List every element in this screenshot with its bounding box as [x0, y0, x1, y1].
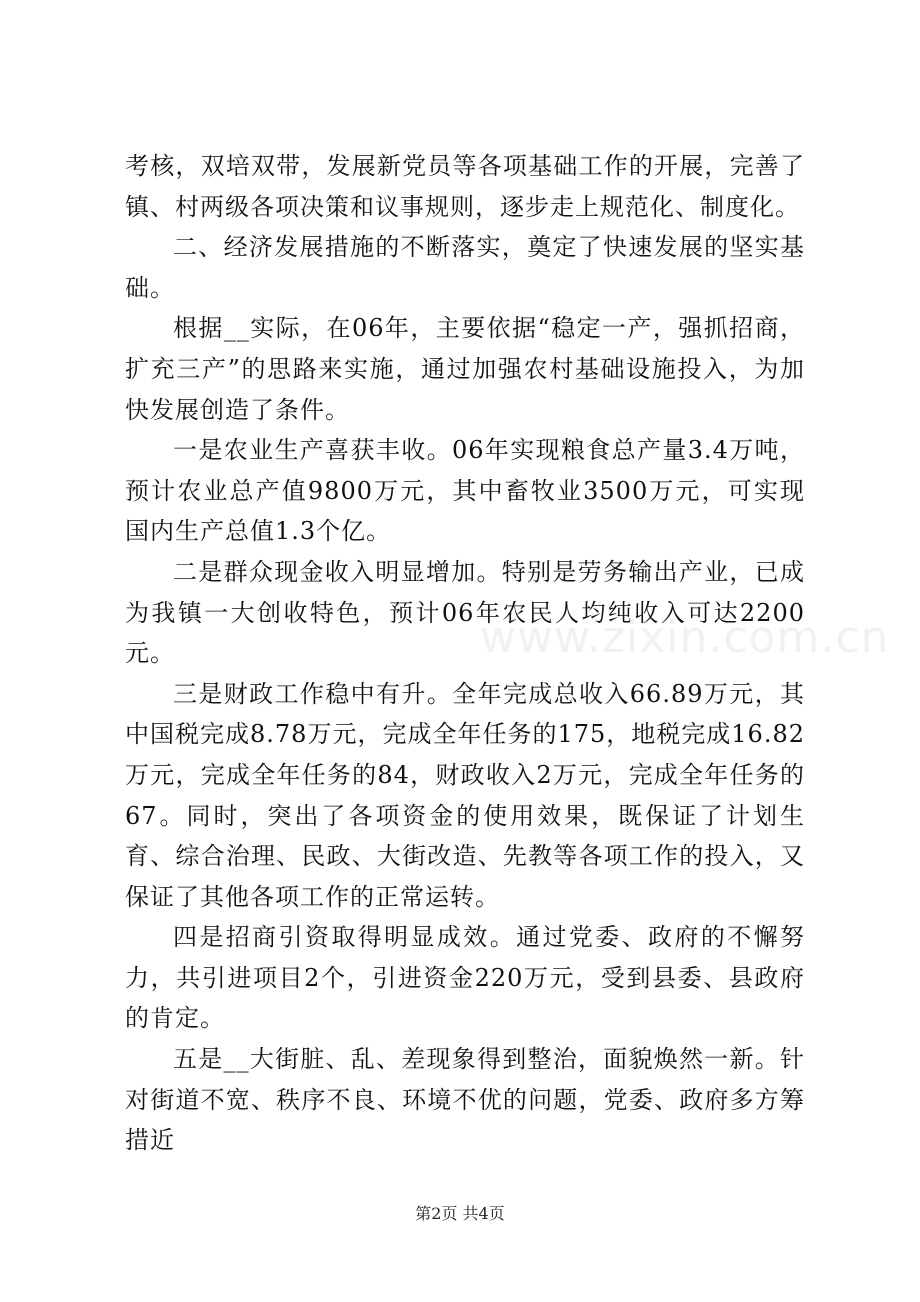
watermark: www.zixin.com.cn: [480, 612, 890, 663]
page-footer: 第2页 共4页: [415, 1204, 505, 1223]
paragraph-income: 二是群众现金收入明显增加。特别是劳务输出产业，已成为我镇一大创收特色，预计06年农民人均纯收入可达2200元。: [125, 557, 805, 668]
paragraph-finance: 三是财政工作稳中有升。全年完成总收入66.89万元，其中国税完成8.78万元，完成全年任务的175，地税完成16.82万元，完成全年任务的84，财政收入2万元，完成全年任务的67。同时，突出了各项资金的使用效果，既保证了计划生育、综合治理、民政、大街改造、先教等各项工作的投入，又保证了其他各项工作的正常运转。: [125, 679, 805, 911]
paragraph-agriculture: 一是农业生产喜获丰收。06年实现粮食总产量3.4万吨，预计农业总产值9800万元，其中畜牧业3500万元，可实现国内生产总值1.3个亿。: [125, 436, 805, 546]
paragraph-continuation: 考核，双培双带，发展新党员等各项基础工作的开展，完善了镇、村两级各项决策和议事规则，逐步走上规范化、制度化。: [125, 152, 805, 221]
paragraph-investment: 四是招商引资取得明显成效。通过党委、政府的不懈努力，共引进项目2个，引进资金220万元，受到县委、县政府的肯定。: [125, 923, 805, 1033]
paragraph-overview: 根据__实际，在06年，主要依据“稳定一产，强抓招商，扩充三产”的思路来实施，通过加强农村基础设施投入，为加快发展创造了条件。: [125, 314, 805, 424]
section-heading-economic-development: 二、经济发展措施的不断落实，奠定了快速发展的坚实基础。: [125, 233, 805, 302]
paragraph-street-renovation: 五是__大街脏、乱、差现象得到整治，面貌焕然一新。针对街道不宽、秩序不良、环境不优的问题，党委、政府多方筹措近: [125, 1045, 805, 1155]
